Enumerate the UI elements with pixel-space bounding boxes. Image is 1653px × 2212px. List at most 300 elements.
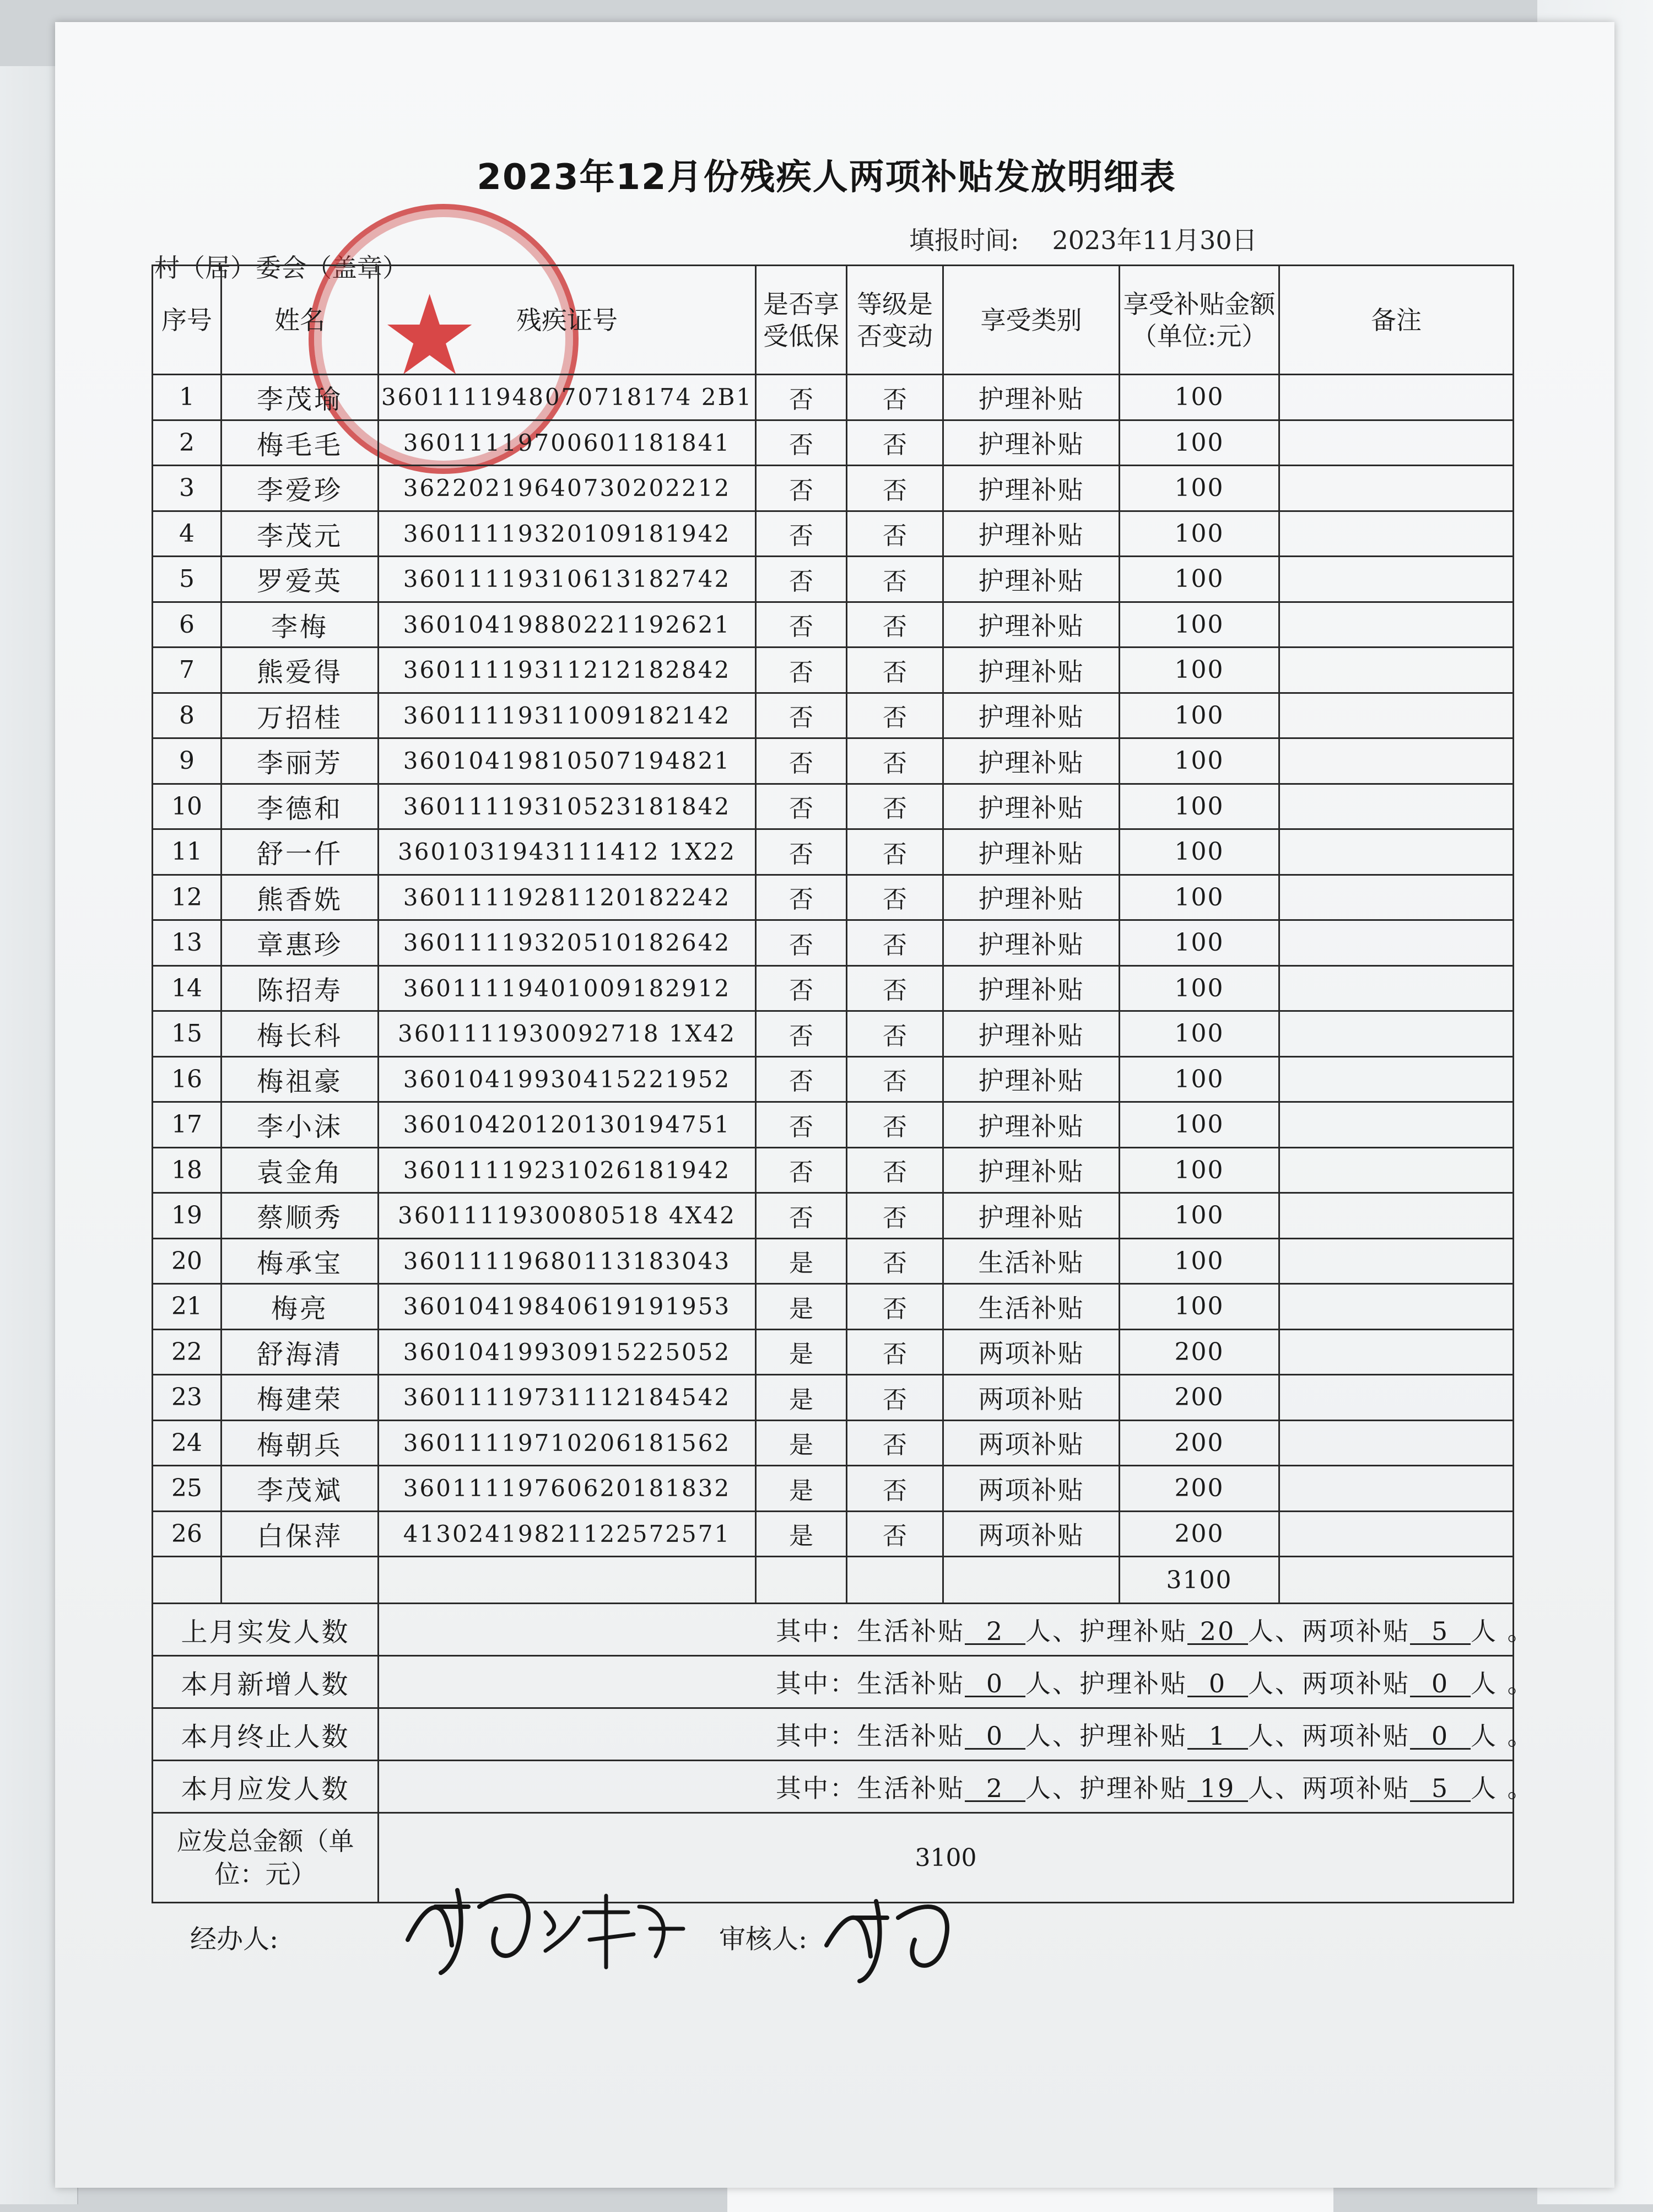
total-cell-empty — [847, 1557, 943, 1604]
cell-category: 护理补贴 — [943, 875, 1120, 920]
cell-amount: 200 — [1120, 1466, 1279, 1512]
cell-remark — [1279, 648, 1514, 693]
cell-change: 否 — [847, 1011, 943, 1057]
summary-fragment: 人、两项补贴 — [1248, 1721, 1410, 1751]
cell-dibao: 是 — [756, 1238, 847, 1284]
cell-remark — [1279, 602, 1514, 648]
col-header-category: 享受类别 — [943, 266, 1120, 375]
summary-fragment: 人 。 — [1471, 1773, 1535, 1803]
table-row — [153, 1102, 1514, 1148]
summary-text — [379, 1761, 1535, 1813]
cell-no: 25 — [153, 1466, 222, 1512]
table-row — [153, 420, 1514, 466]
cell-category: 两项补贴 — [943, 1420, 1120, 1466]
cell-remark — [1279, 1238, 1514, 1284]
cell-dibao: 否 — [756, 1056, 847, 1102]
summary-row — [153, 1604, 1514, 1656]
cell-no: 6 — [153, 602, 222, 648]
cell-amount: 100 — [1120, 784, 1279, 829]
summary-count: 5 — [1410, 1776, 1471, 1802]
summary-fragment: 人、护理补贴 — [1025, 1669, 1187, 1698]
cell-id: 36011119231026181942 — [379, 1147, 756, 1193]
table-row — [153, 375, 1514, 420]
cell-name: 梅长科 — [222, 1011, 379, 1057]
cell-remark — [1279, 466, 1514, 511]
summary-row — [153, 1656, 1514, 1708]
cell-dibao: 否 — [756, 420, 847, 466]
cell-category: 护理补贴 — [943, 602, 1120, 648]
cell-id: 36011119311009182142 — [379, 693, 756, 738]
cell-dibao: 否 — [756, 738, 847, 784]
cell-remark — [1279, 1466, 1514, 1512]
total-cell-empty — [153, 1557, 222, 1604]
cell-change: 否 — [847, 375, 943, 420]
cell-no: 14 — [153, 965, 222, 1011]
cell-dibao: 否 — [756, 466, 847, 511]
total-cell-empty — [756, 1557, 847, 1604]
cell-change: 否 — [847, 1329, 943, 1375]
cell-category: 生活补贴 — [943, 1238, 1120, 1284]
cell-amount: 100 — [1120, 693, 1279, 738]
cell-remark — [1279, 1329, 1514, 1375]
cell-id: 3601111948070718174 2B1 — [379, 375, 756, 420]
cell-dibao: 是 — [756, 1466, 847, 1512]
cell-category: 护理补贴 — [943, 466, 1120, 511]
subsidy-table — [152, 265, 1535, 1903]
cell-amount: 100 — [1120, 466, 1279, 511]
cell-amount: 100 — [1120, 602, 1279, 648]
cell-name: 白保萍 — [222, 1511, 379, 1557]
cell-category: 护理补贴 — [943, 557, 1120, 602]
col-header-name: 姓名 — [222, 266, 379, 375]
cell-change: 否 — [847, 648, 943, 693]
cell-name: 李丽芳 — [222, 738, 379, 784]
cell-dibao: 否 — [756, 1147, 847, 1193]
cell-change: 否 — [847, 920, 943, 966]
cell-name: 熊香姺 — [222, 875, 379, 920]
cell-name: 李爱珍 — [222, 466, 379, 511]
cell-remark — [1279, 1102, 1514, 1148]
cell-change: 否 — [847, 1375, 943, 1421]
cell-category: 护理补贴 — [943, 648, 1120, 693]
cell-dibao: 是 — [756, 1420, 847, 1466]
total-amount: 3100 — [1120, 1557, 1279, 1604]
cell-no: 22 — [153, 1329, 222, 1375]
cell-category: 护理补贴 — [943, 375, 1120, 420]
cell-change: 否 — [847, 1511, 943, 1557]
cell-name: 熊爱得 — [222, 648, 379, 693]
cell-remark — [1279, 1420, 1514, 1466]
cell-no: 11 — [153, 829, 222, 875]
cell-category: 护理补贴 — [943, 1147, 1120, 1193]
cell-category: 两项补贴 — [943, 1466, 1120, 1512]
summary-count: 2 — [965, 1776, 1025, 1802]
cell-id: 36011119320109181942 — [379, 511, 756, 557]
cell-change: 否 — [847, 1056, 943, 1102]
cell-name: 章惠珍 — [222, 920, 379, 966]
cell-remark — [1279, 511, 1514, 557]
cell-name: 梅毛毛 — [222, 420, 379, 466]
cell-dibao: 否 — [756, 1193, 847, 1239]
summary-count: 0 — [965, 1671, 1025, 1697]
cell-change: 否 — [847, 557, 943, 602]
cell-id: 3601111930092718 1X42 — [379, 1011, 756, 1057]
cell-change: 否 — [847, 511, 943, 557]
cell-remark — [1279, 920, 1514, 966]
cell-no: 10 — [153, 784, 222, 829]
cell-change: 否 — [847, 1193, 943, 1239]
cell-dibao: 否 — [756, 375, 847, 420]
cell-category: 两项补贴 — [943, 1511, 1120, 1557]
cell-no: 20 — [153, 1238, 222, 1284]
total-cell-empty — [1279, 1557, 1514, 1604]
cell-name: 万招桂 — [222, 693, 379, 738]
cell-name: 陈招寿 — [222, 965, 379, 1011]
cell-amount: 100 — [1120, 511, 1279, 557]
col-header-no: 序号 — [153, 266, 222, 375]
cell-category: 护理补贴 — [943, 965, 1120, 1011]
cell-change: 否 — [847, 693, 943, 738]
cell-amount: 100 — [1120, 375, 1279, 420]
summary-count: 0 — [1410, 1671, 1471, 1697]
cell-name: 李小沫 — [222, 1102, 379, 1148]
cell-id: 36010419880221192621 — [379, 602, 756, 648]
cell-category: 护理补贴 — [943, 693, 1120, 738]
cell-remark — [1279, 1056, 1514, 1102]
cell-remark — [1279, 420, 1514, 466]
cell-change: 否 — [847, 784, 943, 829]
cell-change: 否 — [847, 466, 943, 511]
cell-no: 1 — [153, 375, 222, 420]
cell-remark — [1279, 1284, 1514, 1330]
total-cell-empty — [222, 1557, 379, 1604]
cell-change: 否 — [847, 829, 943, 875]
table-row — [153, 1375, 1514, 1421]
cell-category: 护理补贴 — [943, 1011, 1120, 1057]
summary-fragment: 人、两项补贴 — [1248, 1616, 1410, 1646]
document-title: 2023年12月份残疾人两项补贴发放明细表 — [477, 157, 1176, 198]
cell-name: 梅祖豪 — [222, 1056, 379, 1102]
summary-fragment: 人、护理补贴 — [1025, 1616, 1187, 1646]
cell-amount: 200 — [1120, 1420, 1279, 1466]
cell-remark — [1279, 1147, 1514, 1193]
cell-category: 护理补贴 — [943, 829, 1120, 875]
fill-time-value: 2023年11月30日 — [1052, 225, 1257, 255]
table-row — [153, 1056, 1514, 1102]
cell-dibao: 否 — [756, 1011, 847, 1057]
table-row — [153, 738, 1514, 784]
handler-label: 经办人: — [190, 1924, 279, 1955]
cell-id: 36011119710206181562 — [379, 1420, 756, 1466]
total-cell-empty — [943, 1557, 1120, 1604]
cell-no: 3 — [153, 466, 222, 511]
cell-change: 否 — [847, 1466, 943, 1512]
cell-no: 21 — [153, 1284, 222, 1330]
cell-id: 36010419810507194821 — [379, 738, 756, 784]
cell-amount: 100 — [1120, 920, 1279, 966]
cell-id: 36011119281120182242 — [379, 875, 756, 920]
table-row — [153, 1193, 1514, 1239]
cell-no: 23 — [153, 1375, 222, 1421]
cell-no: 12 — [153, 875, 222, 920]
cell-change: 否 — [847, 1238, 943, 1284]
seal-star-icon: ★ — [380, 272, 479, 400]
cell-amount: 200 — [1120, 1375, 1279, 1421]
summary-fragment: 其中：生活补贴 — [776, 1616, 965, 1646]
cell-no: 16 — [153, 1056, 222, 1102]
cell-remark — [1279, 875, 1514, 920]
cell-category: 护理补贴 — [943, 1056, 1120, 1102]
cell-category: 两项补贴 — [943, 1329, 1120, 1375]
cell-id: 36220219640730202212 — [379, 466, 756, 511]
cell-dibao: 是 — [756, 1511, 847, 1557]
cell-no: 26 — [153, 1511, 222, 1557]
cell-change: 否 — [847, 1102, 943, 1148]
cell-amount: 100 — [1120, 1193, 1279, 1239]
cell-amount: 100 — [1120, 1102, 1279, 1148]
summary-count: 2 — [965, 1619, 1025, 1645]
cell-remark — [1279, 965, 1514, 1011]
cell-name: 李茂斌 — [222, 1466, 379, 1512]
table-row — [153, 511, 1514, 557]
summary-fragment: 其中：生活补贴 — [776, 1721, 965, 1751]
cell-amount: 100 — [1120, 1238, 1279, 1284]
cell-id: 36011119320510182642 — [379, 920, 756, 966]
table-row — [153, 602, 1514, 648]
committee-label: 村（居）委会（盖章） — [154, 253, 408, 283]
summary-count: 1 — [1187, 1724, 1248, 1750]
cell-change: 否 — [847, 875, 943, 920]
cell-id: 3601031943111412 1X22 — [379, 829, 756, 875]
col-header-change: 等级是否变动 — [847, 266, 943, 375]
cell-change: 否 — [847, 1420, 943, 1466]
table-row — [153, 1011, 1514, 1057]
cell-dibao: 否 — [756, 784, 847, 829]
col-header-amount: 享受补贴金额（单位:元） — [1120, 266, 1279, 375]
cell-id: 36011119401009182912 — [379, 965, 756, 1011]
cell-change: 否 — [847, 738, 943, 784]
cell-amount: 200 — [1120, 1329, 1279, 1375]
summary-label: 本月新增人数 — [153, 1656, 379, 1708]
cell-amount: 100 — [1120, 420, 1279, 466]
cell-no: 13 — [153, 920, 222, 966]
summary-text — [379, 1708, 1535, 1761]
total-cell-empty — [379, 1557, 756, 1604]
table-header-row — [153, 266, 1514, 375]
cell-dibao: 是 — [756, 1284, 847, 1330]
summary-fragment: 人 。 — [1471, 1616, 1535, 1646]
cell-id: 41302419821122572571 — [379, 1511, 756, 1557]
cell-category: 生活补贴 — [943, 1284, 1120, 1330]
cell-amount: 100 — [1120, 738, 1279, 784]
col-header-remark: 备注 — [1279, 266, 1514, 375]
cell-name: 蔡顺秀 — [222, 1193, 379, 1239]
cell-dibao: 否 — [756, 965, 847, 1011]
table-row — [153, 1329, 1514, 1375]
summary-count: 19 — [1187, 1776, 1248, 1802]
col-header-dibao: 是否享受低保 — [756, 266, 847, 375]
cell-no: 5 — [153, 557, 222, 602]
cell-category: 护理补贴 — [943, 420, 1120, 466]
cell-category: 护理补贴 — [943, 738, 1120, 784]
summary-row — [153, 1708, 1514, 1761]
fill-time — [909, 220, 1257, 257]
handler-signature — [397, 1874, 694, 1984]
cell-id: 36010420120130194751 — [379, 1102, 756, 1148]
cell-change: 否 — [847, 420, 943, 466]
cell-name: 梅朝兵 — [222, 1420, 379, 1466]
cell-remark — [1279, 693, 1514, 738]
cell-category: 护理补贴 — [943, 920, 1120, 966]
cell-remark — [1279, 375, 1514, 420]
cell-amount: 100 — [1120, 965, 1279, 1011]
cell-id: 36010419930415221952 — [379, 1056, 756, 1102]
cell-dibao: 否 — [756, 511, 847, 557]
cell-no: 24 — [153, 1420, 222, 1466]
cell-amount: 100 — [1120, 1011, 1279, 1057]
cell-category: 两项补贴 — [943, 1375, 1120, 1421]
cell-dibao: 否 — [756, 829, 847, 875]
cell-category: 护理补贴 — [943, 1193, 1120, 1239]
cell-remark — [1279, 829, 1514, 875]
cell-name: 梅亮 — [222, 1284, 379, 1330]
cell-dibao: 否 — [756, 648, 847, 693]
summary-fragment: 其中：生活补贴 — [776, 1669, 965, 1698]
cell-amount: 100 — [1120, 875, 1279, 920]
cell-dibao: 否 — [756, 602, 847, 648]
table-row — [153, 693, 1514, 738]
cell-dibao: 否 — [756, 557, 847, 602]
cell-amount: 100 — [1120, 648, 1279, 693]
cell-no: 8 — [153, 693, 222, 738]
cell-change: 否 — [847, 1284, 943, 1330]
total-row — [153, 1557, 1514, 1604]
table-row — [153, 1466, 1514, 1512]
cell-remark — [1279, 1193, 1514, 1239]
table-row — [153, 1284, 1514, 1330]
summary-fragment: 其中：生活补贴 — [776, 1773, 965, 1803]
table-row — [153, 1238, 1514, 1284]
summary-label: 本月应发人数 — [153, 1761, 379, 1813]
cell-remark — [1279, 784, 1514, 829]
grand-total-value: 3100 — [379, 1813, 1514, 1903]
cell-no: 9 — [153, 738, 222, 784]
cell-category: 护理补贴 — [943, 784, 1120, 829]
summary-count: 5 — [1410, 1619, 1471, 1645]
cell-dibao: 否 — [756, 875, 847, 920]
summary-row — [153, 1761, 1514, 1813]
cell-amount: 100 — [1120, 1147, 1279, 1193]
summary-count: 0 — [1187, 1671, 1248, 1697]
cell-name: 袁金角 — [222, 1147, 379, 1193]
summary-fragment: 人、两项补贴 — [1248, 1669, 1410, 1698]
table-row — [153, 829, 1514, 875]
cell-category: 护理补贴 — [943, 511, 1120, 557]
summary-label: 上月实发人数 — [153, 1604, 379, 1656]
reviewer-signature — [815, 1885, 959, 1984]
cell-amount: 100 — [1120, 829, 1279, 875]
cell-no: 4 — [153, 511, 222, 557]
cell-id: 36010419840619191953 — [379, 1284, 756, 1330]
summary-fragment: 人、护理补贴 — [1025, 1721, 1187, 1751]
summary-label: 本月终止人数 — [153, 1708, 379, 1761]
cell-id: 3601111930080518 4X42 — [379, 1193, 756, 1239]
cell-dibao: 否 — [756, 920, 847, 966]
cell-remark — [1279, 1511, 1514, 1557]
cell-no: 7 — [153, 648, 222, 693]
cell-no: 19 — [153, 1193, 222, 1239]
table-row — [153, 1420, 1514, 1466]
cell-amount: 100 — [1120, 557, 1279, 602]
cell-dibao: 否 — [756, 693, 847, 738]
cell-name: 舒海清 — [222, 1329, 379, 1375]
cell-remark — [1279, 1375, 1514, 1421]
table-row — [153, 466, 1514, 511]
cell-remark — [1279, 738, 1514, 784]
table-row — [153, 557, 1514, 602]
table-row — [153, 1511, 1514, 1557]
cell-id: 36010419930915225052 — [379, 1329, 756, 1375]
summary-fragment: 人、护理补贴 — [1025, 1773, 1187, 1803]
cell-name: 李德和 — [222, 784, 379, 829]
cell-category: 护理补贴 — [943, 1102, 1120, 1148]
cell-change: 否 — [847, 965, 943, 1011]
cell-no: 18 — [153, 1147, 222, 1193]
cell-name: 李茂元 — [222, 511, 379, 557]
summary-count: 0 — [965, 1724, 1025, 1750]
summary-count: 0 — [1410, 1724, 1471, 1750]
cell-change: 否 — [847, 602, 943, 648]
grand-total-label: 应发总金额（单位：元） — [153, 1813, 379, 1903]
cell-no: 17 — [153, 1102, 222, 1148]
cell-amount: 100 — [1120, 1056, 1279, 1102]
cell-name: 舒一仟 — [222, 829, 379, 875]
summary-count: 20 — [1187, 1619, 1248, 1645]
summary-fragment: 人、两项补贴 — [1248, 1773, 1410, 1803]
summary-text — [379, 1604, 1535, 1656]
cell-name: 梅建荣 — [222, 1375, 379, 1421]
summary-fragment: 人 。 — [1471, 1669, 1535, 1698]
cell-id: 36011119700601181841 — [379, 420, 756, 466]
cell-id: 36011119310523181842 — [379, 784, 756, 829]
cell-change: 否 — [847, 1147, 943, 1193]
cell-dibao: 是 — [756, 1375, 847, 1421]
cell-remark — [1279, 1011, 1514, 1057]
cell-id: 36011119760620181832 — [379, 1466, 756, 1512]
cell-name: 梅承宝 — [222, 1238, 379, 1284]
cell-dibao: 否 — [756, 1102, 847, 1148]
cell-amount: 200 — [1120, 1511, 1279, 1557]
table-row — [153, 965, 1514, 1011]
cell-id: 36011119311212182842 — [379, 648, 756, 693]
table-row — [153, 1147, 1514, 1193]
cell-dibao: 是 — [756, 1329, 847, 1375]
summary-fragment: 人 。 — [1471, 1721, 1535, 1751]
summary-text — [379, 1656, 1535, 1708]
col-header-id: 残疾证号 — [379, 266, 756, 375]
table-row — [153, 920, 1514, 966]
cell-amount: 100 — [1120, 1284, 1279, 1330]
reviewer-label: 审核人: — [719, 1924, 808, 1955]
cell-id: 36011119731112184542 — [379, 1375, 756, 1421]
cell-remark — [1279, 557, 1514, 602]
table-row — [153, 648, 1514, 693]
table-row — [153, 875, 1514, 920]
cell-id: 36011119680113183043 — [379, 1238, 756, 1284]
cell-name: 李茂瑜 — [222, 375, 379, 420]
table-row — [153, 784, 1514, 829]
cell-name: 罗爱英 — [222, 557, 379, 602]
